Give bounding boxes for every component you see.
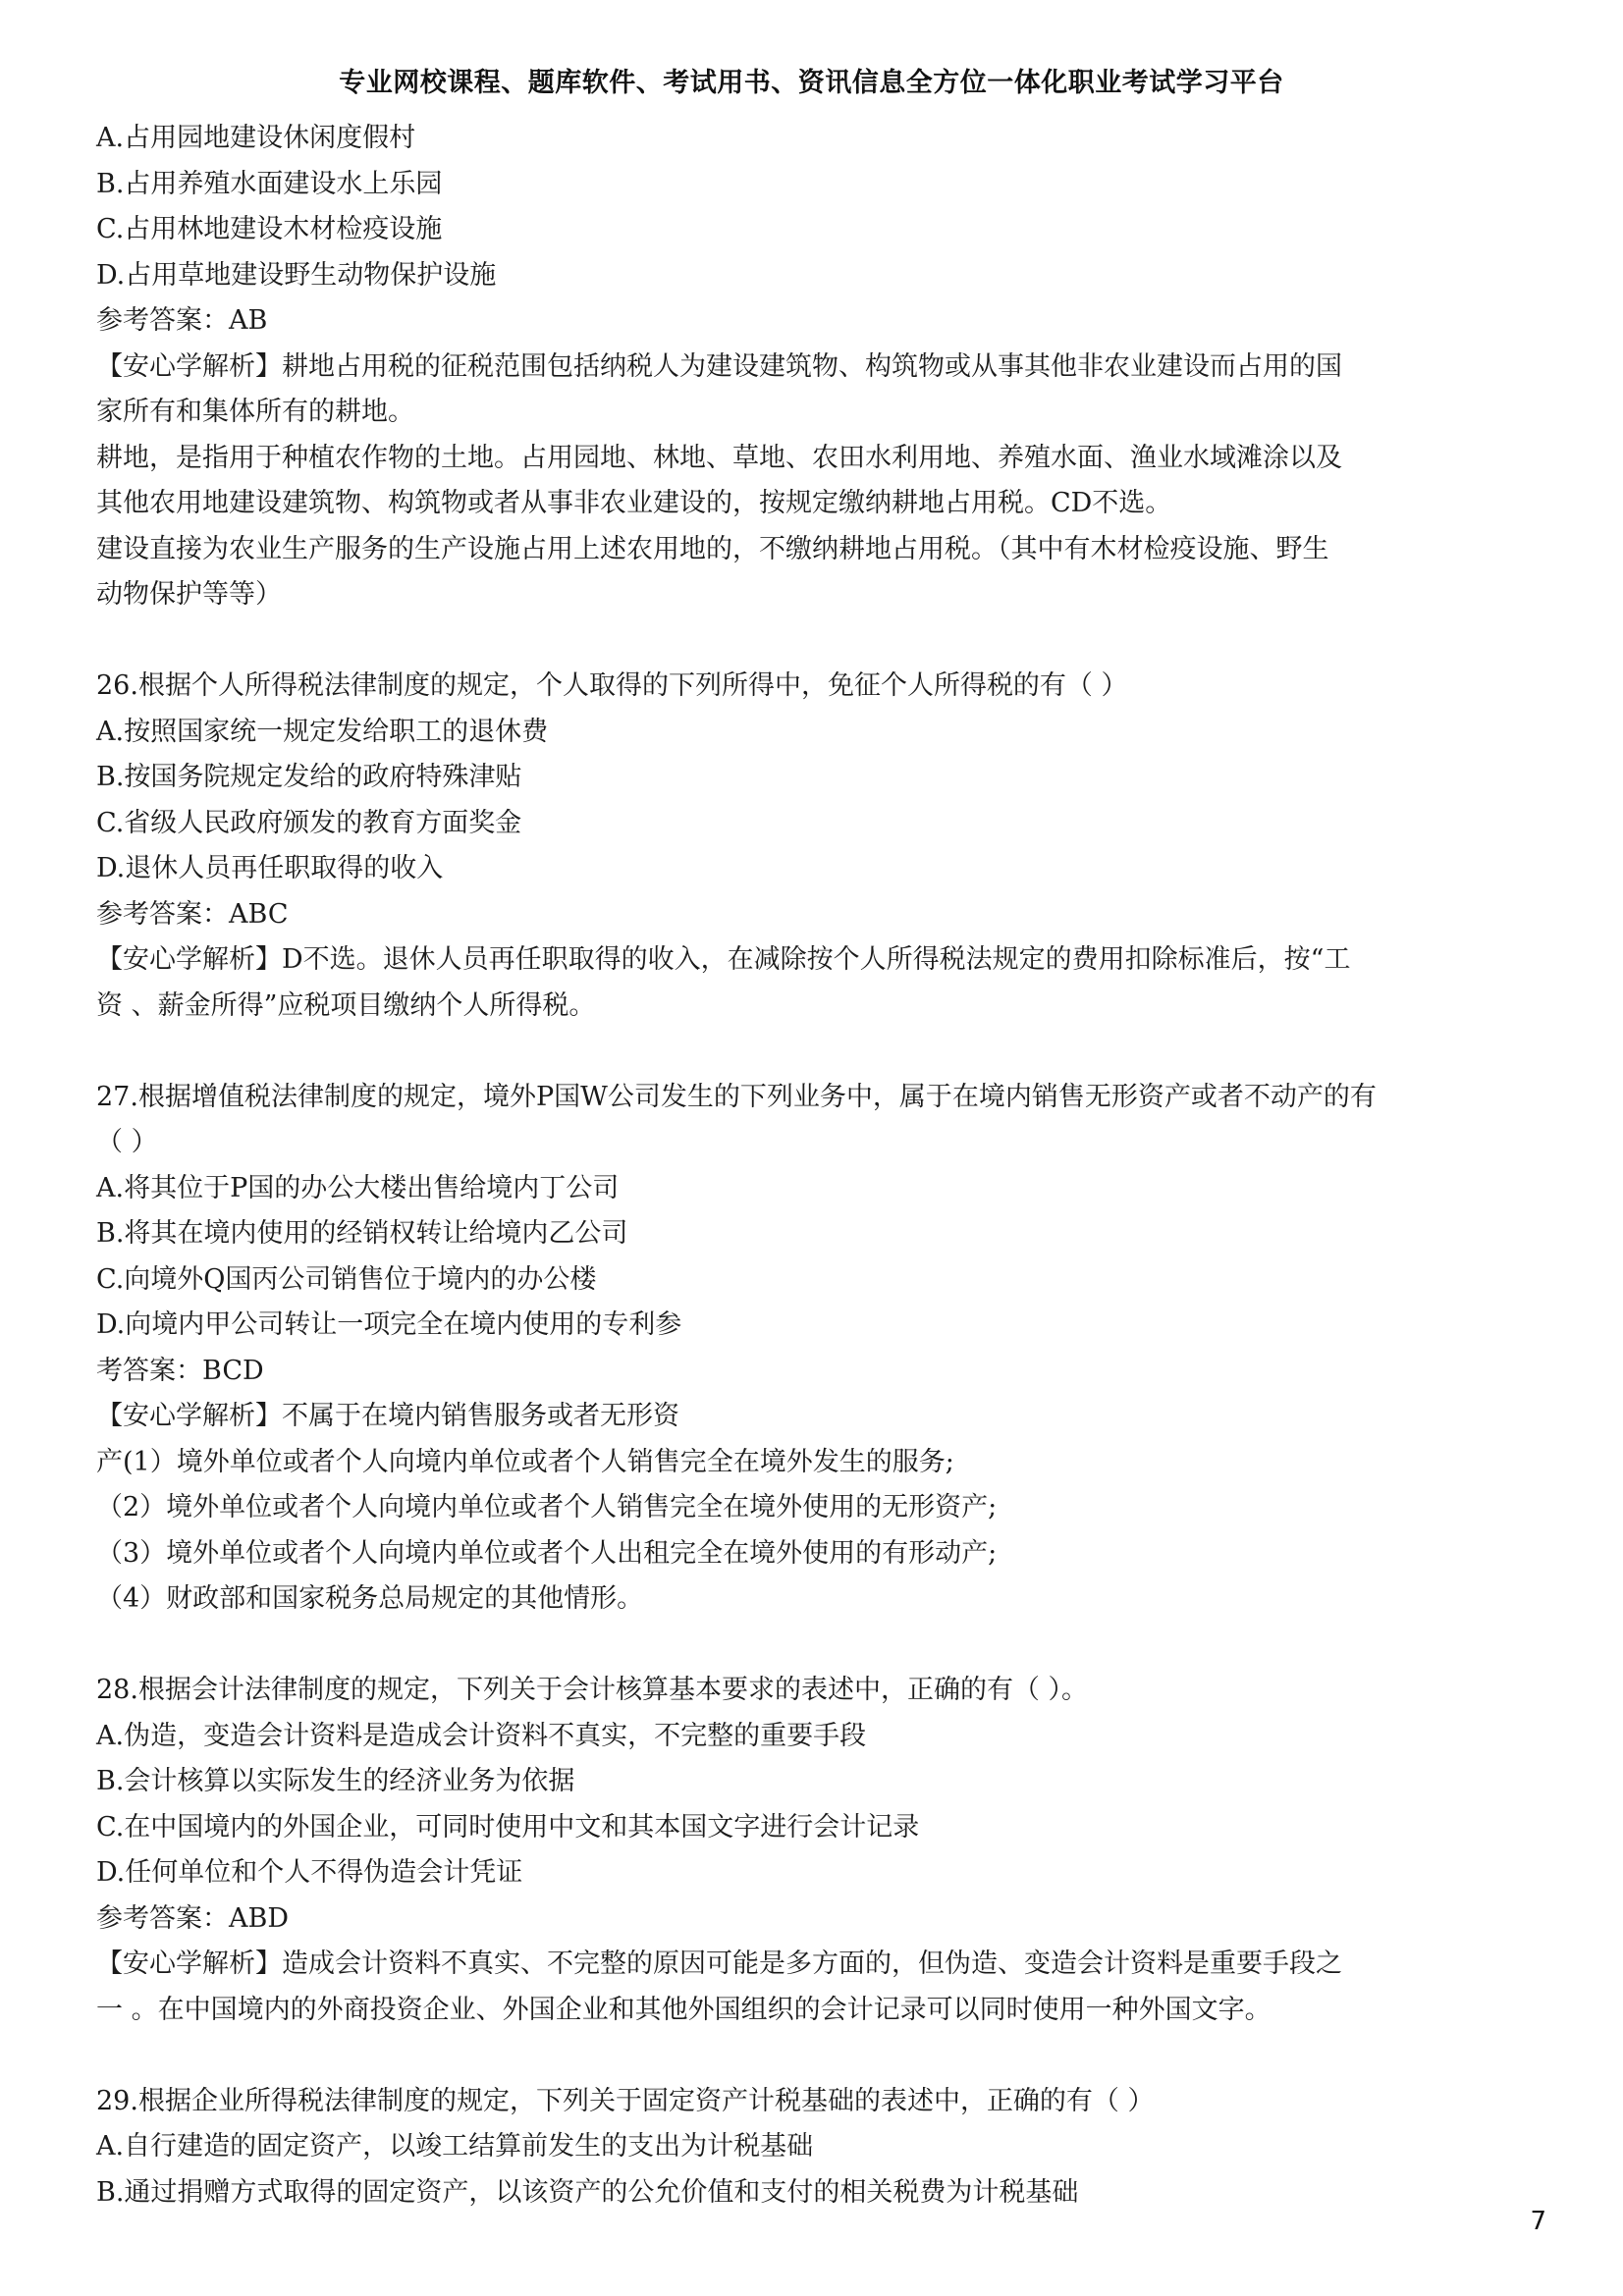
text-line: 【安心学解析】耕地占用税的征税范围包括纳税人为建设建筑物、构筑物或从事其他非农业建设而占用的国	[96, 350, 1342, 382]
text-line: 家所有和集体所有的耕地。	[96, 397, 414, 427]
text-line: 28.根据会计法律制度的规定，下列关于会计核算基本要求的表述中，正确的有（ ）。	[96, 1675, 1089, 1705]
text-line: 27.根据增值税法律制度的规定，境外P国W公司发生的下列业务中，属于在境内销售无形资产或者不动产的有	[96, 1081, 1377, 1112]
text-line: B.按国务院规定发给的政府特殊津贴	[96, 762, 522, 792]
text-line: C.占用林地建设木材检疫设施	[96, 214, 443, 244]
text-line: D.退休人员再任职取得的收入	[96, 853, 444, 883]
text-line: 26.根据个人所得税法律制度的规定，个人取得的下列所得中，免征个人所得税的有（ ）	[96, 670, 1128, 701]
text-line: A.将其位于P国的办公大楼出售给境内丁公司	[96, 1172, 620, 1203]
text-line: （4）财政部和国家税务总局规定的其他情形。	[96, 1583, 644, 1614]
text-line: D.占用草地建设野生动物保护设施	[96, 259, 497, 291]
paragraph-gap	[96, 2033, 1540, 2079]
text-line: 耕地，是指用于种植农作物的土地。占用园地、林地、草地、农田水利用地、养殖水面、渔业水域滩涂以及	[96, 442, 1342, 473]
text-line: C.向境外Q国丙公司销售位于境内的办公楼	[96, 1263, 597, 1295]
text-line: C.省级人民政府颁发的教育方面奖金	[96, 807, 522, 838]
text-line: 建设直接为农业生产服务的生产设施占用上述农用地的，不缴纳耕地占用税。（其中有木材检疫设施、野生	[96, 533, 1329, 564]
text-line: A.占用园地建设休闲度假村	[96, 123, 416, 153]
text-line: B.通过捐赠方式取得的固定资产，以该资产的公允价值和支付的相关税费为计税基础	[96, 2176, 1079, 2208]
paragraph-gap	[96, 1623, 1540, 1669]
text-line: 动物保护等等）	[96, 579, 282, 610]
text-line: 参考答案：ABD	[96, 1902, 289, 1934]
text-line: D.任何单位和个人不得伪造会计凭证	[96, 1857, 523, 1888]
page-header-title: 专业网校课程、题库软件、考试用书、资讯信息全方位一体化职业考试学习平台	[339, 68, 1284, 98]
text-line: 【安心学解析】D不选。退休人员再任职取得的收入，在减除按个人所得税法规定的费用扣除标准后，按“工	[96, 944, 1351, 975]
text-line: C.在中国境内的外国企业，可同时使用中文和其本国文字进行会计记录	[96, 1811, 920, 1842]
text-line: 其他农用地建设建筑物、构筑物或者从事非农业建设的，按规定缴纳耕地占用税。CD不选。	[96, 488, 1172, 518]
text-line: 【安心学解析】不属于在境内销售服务或者无形资	[96, 1401, 679, 1431]
paragraph-gap	[96, 618, 1540, 665]
text-line: 参考答案：ABC	[96, 898, 289, 930]
text-line: 29.根据企业所得税法律制度的规定，下列关于固定资产计税基础的表述中，正确的有（ ）	[96, 2085, 1155, 2116]
text-line: B.占用养殖水面建设水上乐园	[96, 168, 443, 199]
text-line: D.向境内甲公司转让一项完全在境内使用的专利参	[96, 1309, 682, 1340]
text-line: （2）境外单位或者个人向境内单位或者个人销售完全在境外使用的无形资产;	[96, 1492, 998, 1522]
text-line: A.自行建造的固定资产，以竣工结算前发生的支出为计税基础	[96, 2131, 814, 2162]
text-line: 一 。在中国境内的外商投资企业、外国企业和其他外国组织的会计记录可以同时使用一种外国文字。	[96, 1994, 1271, 2025]
page-number: 7	[1530, 2207, 1546, 2236]
text-line: 参考答案：AB	[96, 305, 268, 336]
paragraph-gap	[96, 1029, 1540, 1075]
text-line: 考答案：BCD	[96, 1355, 264, 1386]
text-line: （3）境外单位或者个人向境内单位或者个人出租完全在境外使用的有形动产;	[96, 1537, 998, 1569]
text-line: 产(1）境外单位或者个人向境内单位或者个人销售完全在境外发生的服务;	[96, 1446, 954, 1477]
text-line: A.伪造，变造会计资料是造成会计资料不真实，不完整的重要手段	[96, 1720, 867, 1751]
text-line: 资 、薪金所得”应税项目缴纳个人所得税。	[96, 989, 596, 1021]
text-line: 【安心学解析】造成会计资料不真实、不完整的原因可能是多方面的，但伪造、变造会计资料是重要手段之	[96, 1949, 1342, 1979]
text-line: B.将其在境内使用的经销权转让给境内乙公司	[96, 1218, 628, 1249]
text-line: A.按照国家统一规定发给职工的退休费	[96, 716, 549, 747]
document-body	[96, 116, 1540, 2216]
text-line: B.会计核算以实际发生的经济业务为依据	[96, 1766, 575, 1796]
text-line: （ ）	[96, 1127, 158, 1157]
